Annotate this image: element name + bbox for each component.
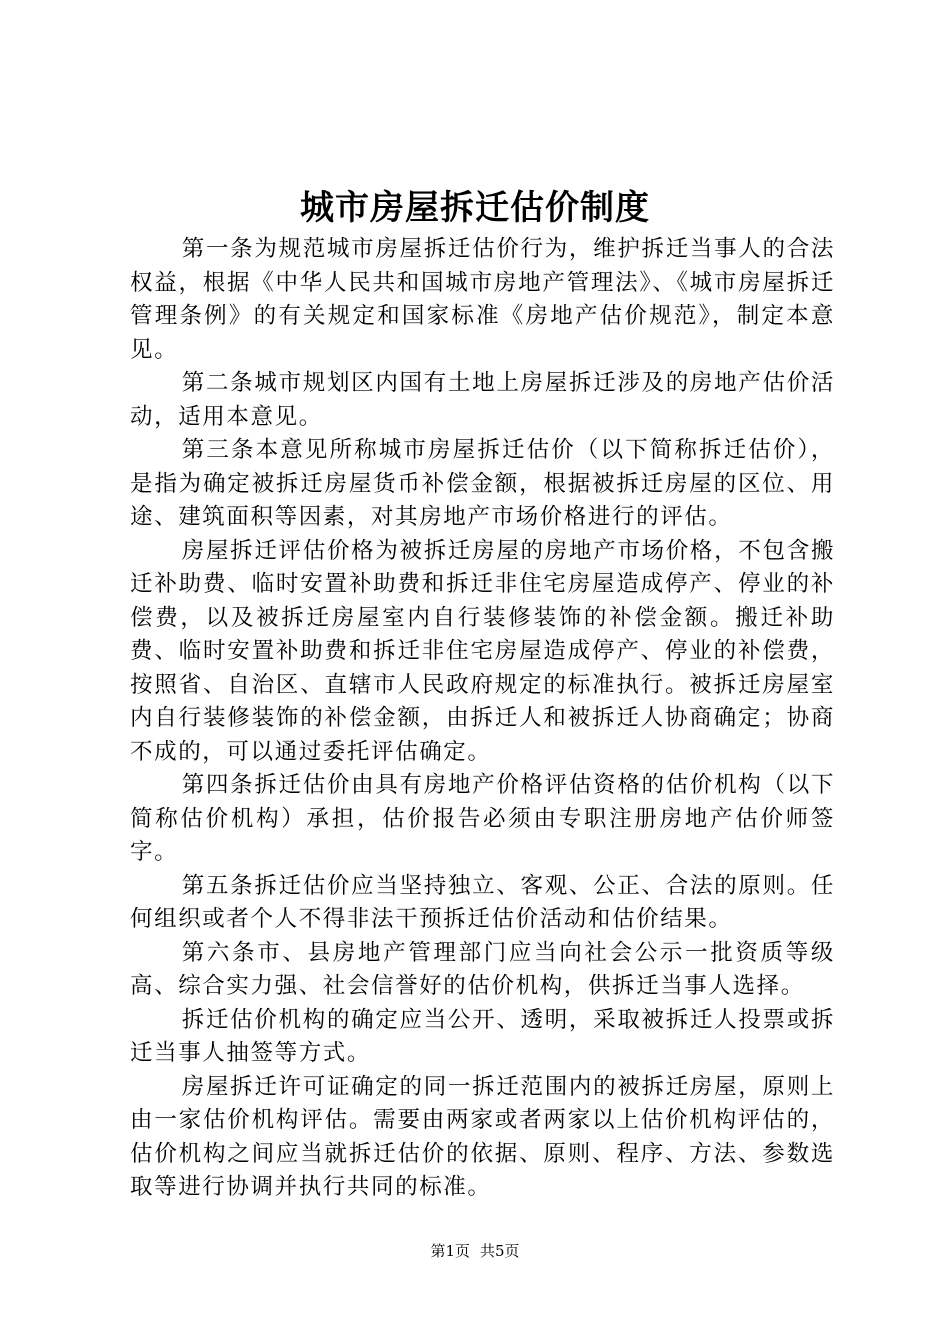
paragraph-article-1: 第一条为规范城市房屋拆迁估价行为，维护拆迁当事人的合法权益，根据《中华人民共和国城市房地产管理法》、《城市房屋拆迁管理条例》的有关规定和国家标准《房地产估价规范》，制定本意见。 bbox=[130, 236, 835, 363]
document-title: 城市房屋拆迁估价制度 bbox=[300, 188, 650, 228]
document-body bbox=[130, 233, 835, 1205]
paragraph-article-3-detail: 房屋拆迁评估价格为被拆迁房屋的房地产市场价格，不包含搬迁补助费、临时安置补助费和拆迁非住宅房屋造成停产、停业的补偿费，以及被拆迁房屋室内自行装修装饰的补偿金额。搬迁补助费、临时安置补助费和拆迁非住宅房屋造成停产、停业的补偿费，按照省、自治区、直辖市人民政府规定的标准执行。被拆迁房屋室内自行装修装饰的补偿金额，由拆迁人和被拆迁人协商确定；协商不成的，可以通过委托评估确定。 bbox=[130, 537, 835, 765]
page-total: 共5页 bbox=[480, 1242, 520, 1260]
paragraph-article-5: 第五条拆迁估价应当坚持独立、客观、公正、合法的原则。任何组织或者个人不得非法干预拆迁估价活动和估价结果。 bbox=[130, 872, 835, 932]
page-number: 第1页 bbox=[430, 1242, 470, 1260]
paragraph-article-6: 第六条市、县房地产管理部门应当向社会公示一批资质等级高、综合实力强、社会信誉好的估价机构，供拆迁当事人选择。 bbox=[130, 939, 835, 999]
paragraph-article-6-selection: 拆迁估价机构的确定应当公开、透明，采取被拆迁人投票或拆迁当事人抽签等方式。 bbox=[130, 1006, 835, 1066]
paragraph-article-4: 第四条拆迁估价由具有房地产价格评估资格的估价机构（以下简称估价机构）承担，估价报告必须由专职注册房地产估价师签字。 bbox=[130, 772, 835, 865]
paragraph-article-6-coordination: 房屋拆迁许可证确定的同一拆迁范围内的被拆迁房屋，原则上由一家估价机构评估。需要由两家或者两家以上估价机构评估的，估价机构之间应当就拆迁估价的依据、原则、程序、方法、参数选取等进行协调并执行共同的标准。 bbox=[130, 1073, 835, 1200]
page-footer bbox=[0, 1240, 950, 1262]
paragraph-article-2: 第二条城市规划区内国有土地上房屋拆迁涉及的房地产估价活动，适用本意见。 bbox=[130, 370, 835, 430]
paragraph-article-3: 第三条本意见所称城市房屋拆迁估价（以下简称拆迁估价），是指为确定被拆迁房屋货币补偿金额，根据被拆迁房屋的区位、用途、建筑面积等因素，对其房地产市场价格进行的评估。 bbox=[130, 437, 835, 530]
